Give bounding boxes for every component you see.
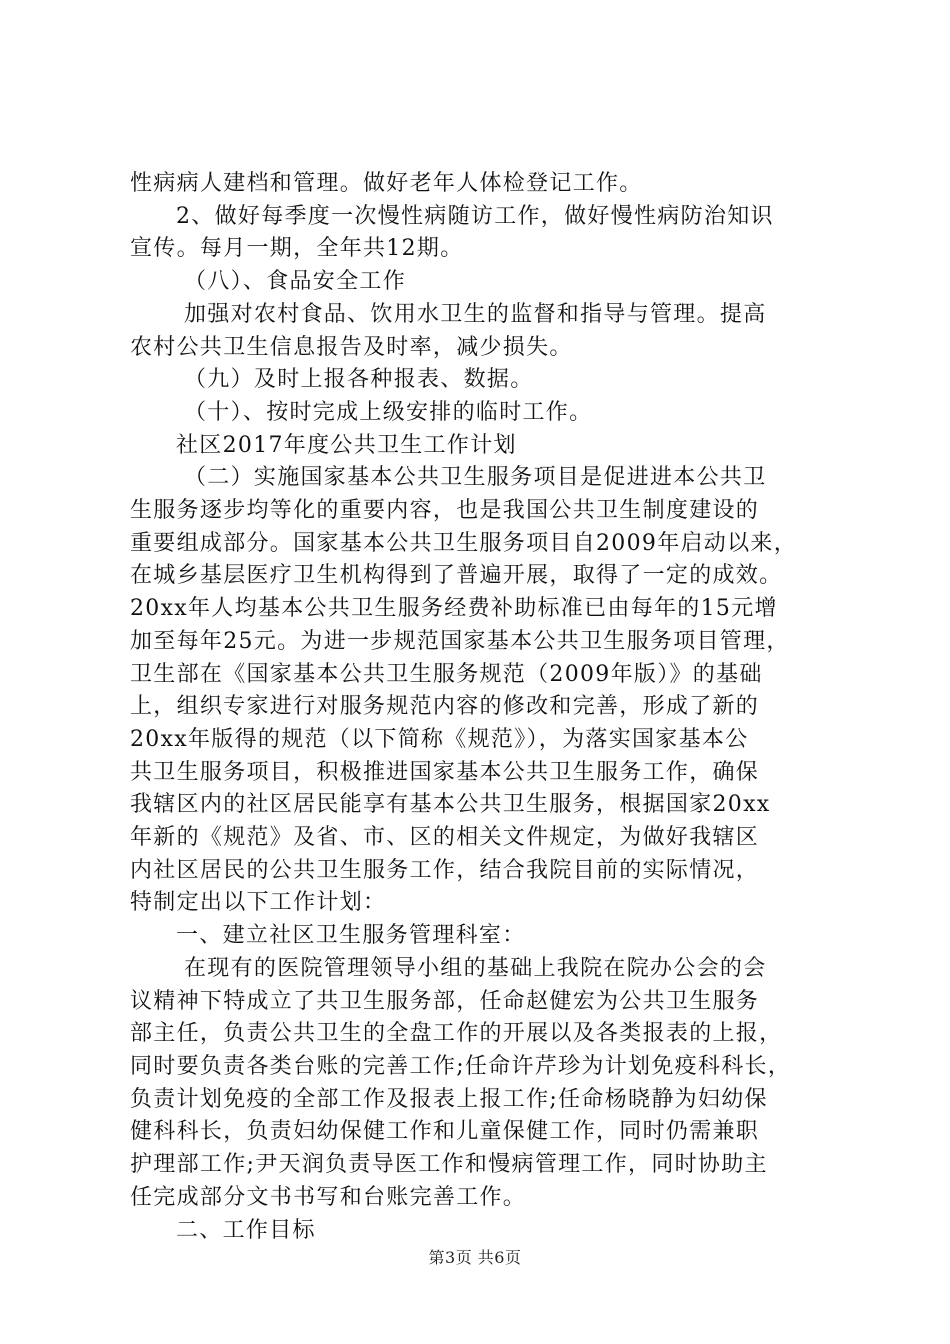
text-line: 我辖区内的社区居民能享有基本公共卫生服务，根据国家20xx [130, 792, 771, 818]
text-line: 负责计划免疫的全部工作及报表上报工作;任命杨晓静为妇幼保 [130, 1086, 768, 1112]
text-line: 加强对农村食品、饮用水卫生的监督和指导与管理。提高 [184, 301, 767, 327]
text-line: 内社区居民的公共卫生服务工作，结合我院目前的实际情况， [130, 857, 760, 883]
text-line: 农村公共卫生信息报告及时率，减少损失。 [130, 334, 573, 360]
text-line: 共卫生服务项目，积极推进国家基本公共卫生服务工作，确保 [130, 759, 760, 785]
section-heading: 一、建立社区卫生服务管理科室： [176, 923, 526, 949]
text-line: 任完成部分文书书写和台账完善工作。 [130, 1184, 527, 1210]
text-line: （二）实施国家基本公共卫生服务项目是促进进本公共卫 [184, 465, 767, 491]
text-line: 护理部工作;尹天润负责导医工作和慢病管理工作，同时协助主 [130, 1152, 768, 1178]
text-line: 生服务逐步均等化的重要内容，也是我国公共卫生制度建设的 [130, 498, 760, 524]
document-body [130, 168, 830, 1247]
text-line: 2、做好每季度一次慢性病随访工作，做好慢性病防治知识 [176, 203, 774, 229]
text-line: 20xx年版得的规范（以下简称《规范》），为落实国家基本公 [130, 726, 749, 752]
section-heading: （九）及时上报各种报表、数据。 [184, 367, 534, 393]
text-line: 部主任，负责公共卫生的全盘工作的开展以及各类报表的上报， [130, 1021, 783, 1047]
text-line: 重要组成部分。国家基本公共卫生服务项目自2009年启动以来， [130, 530, 797, 556]
text-line: 加至每年25元。为进一步规范国家基本公共卫生服务项目管理， [130, 628, 790, 654]
text-line: 在城乡基层医疗卫生机构得到了普遍开展，取得了一定的成效。 [130, 563, 783, 589]
text-line: 议精神下特成立了共卫生服务部，任命赵健宏为公共卫生服务 [130, 988, 760, 1014]
section-heading: （十）、按时完成上级安排的临时工作。 [184, 399, 593, 425]
text-line: 在现有的医院管理领导小组的基础上我院在院办公会的会 [184, 955, 767, 981]
text-line: 宣传。每月一期，全年共12期。 [130, 236, 464, 262]
text-line: 性病病人建档和管理。做好老年人体检登记工作。 [130, 171, 643, 196]
text-line: 同时要负责各类台账的完善工作;任命许芹珍为计划免疫科科长， [130, 1053, 792, 1079]
document-title: 社区2017年度公共卫生工作计划 [176, 432, 517, 458]
text-line: 上，组织专家进行对服务规范内容的修改和完善，形成了新的 [130, 694, 760, 720]
section-heading: 二、工作目标 [176, 1217, 316, 1243]
text-line: 20xx年人均基本公共卫生服务经费补助标准已由每年的15元增 [130, 596, 778, 622]
text-line: 年新的《规范》及省、市、区的相关文件规定，为做好我辖区 [130, 825, 760, 851]
text-line: 卫生部在《国家基本公共卫生服务规范（2009年版）》的基础 [130, 661, 763, 687]
page-number-footer: 第3页 共6页 [428, 1248, 522, 1267]
text-line: 健科科长，负责妇幼保健工作和儿童保健工作，同时仍需兼职 [130, 1119, 760, 1145]
text-line: 特制定出以下工作计划： [130, 890, 387, 916]
section-heading: （八）、食品安全工作 [184, 269, 407, 295]
